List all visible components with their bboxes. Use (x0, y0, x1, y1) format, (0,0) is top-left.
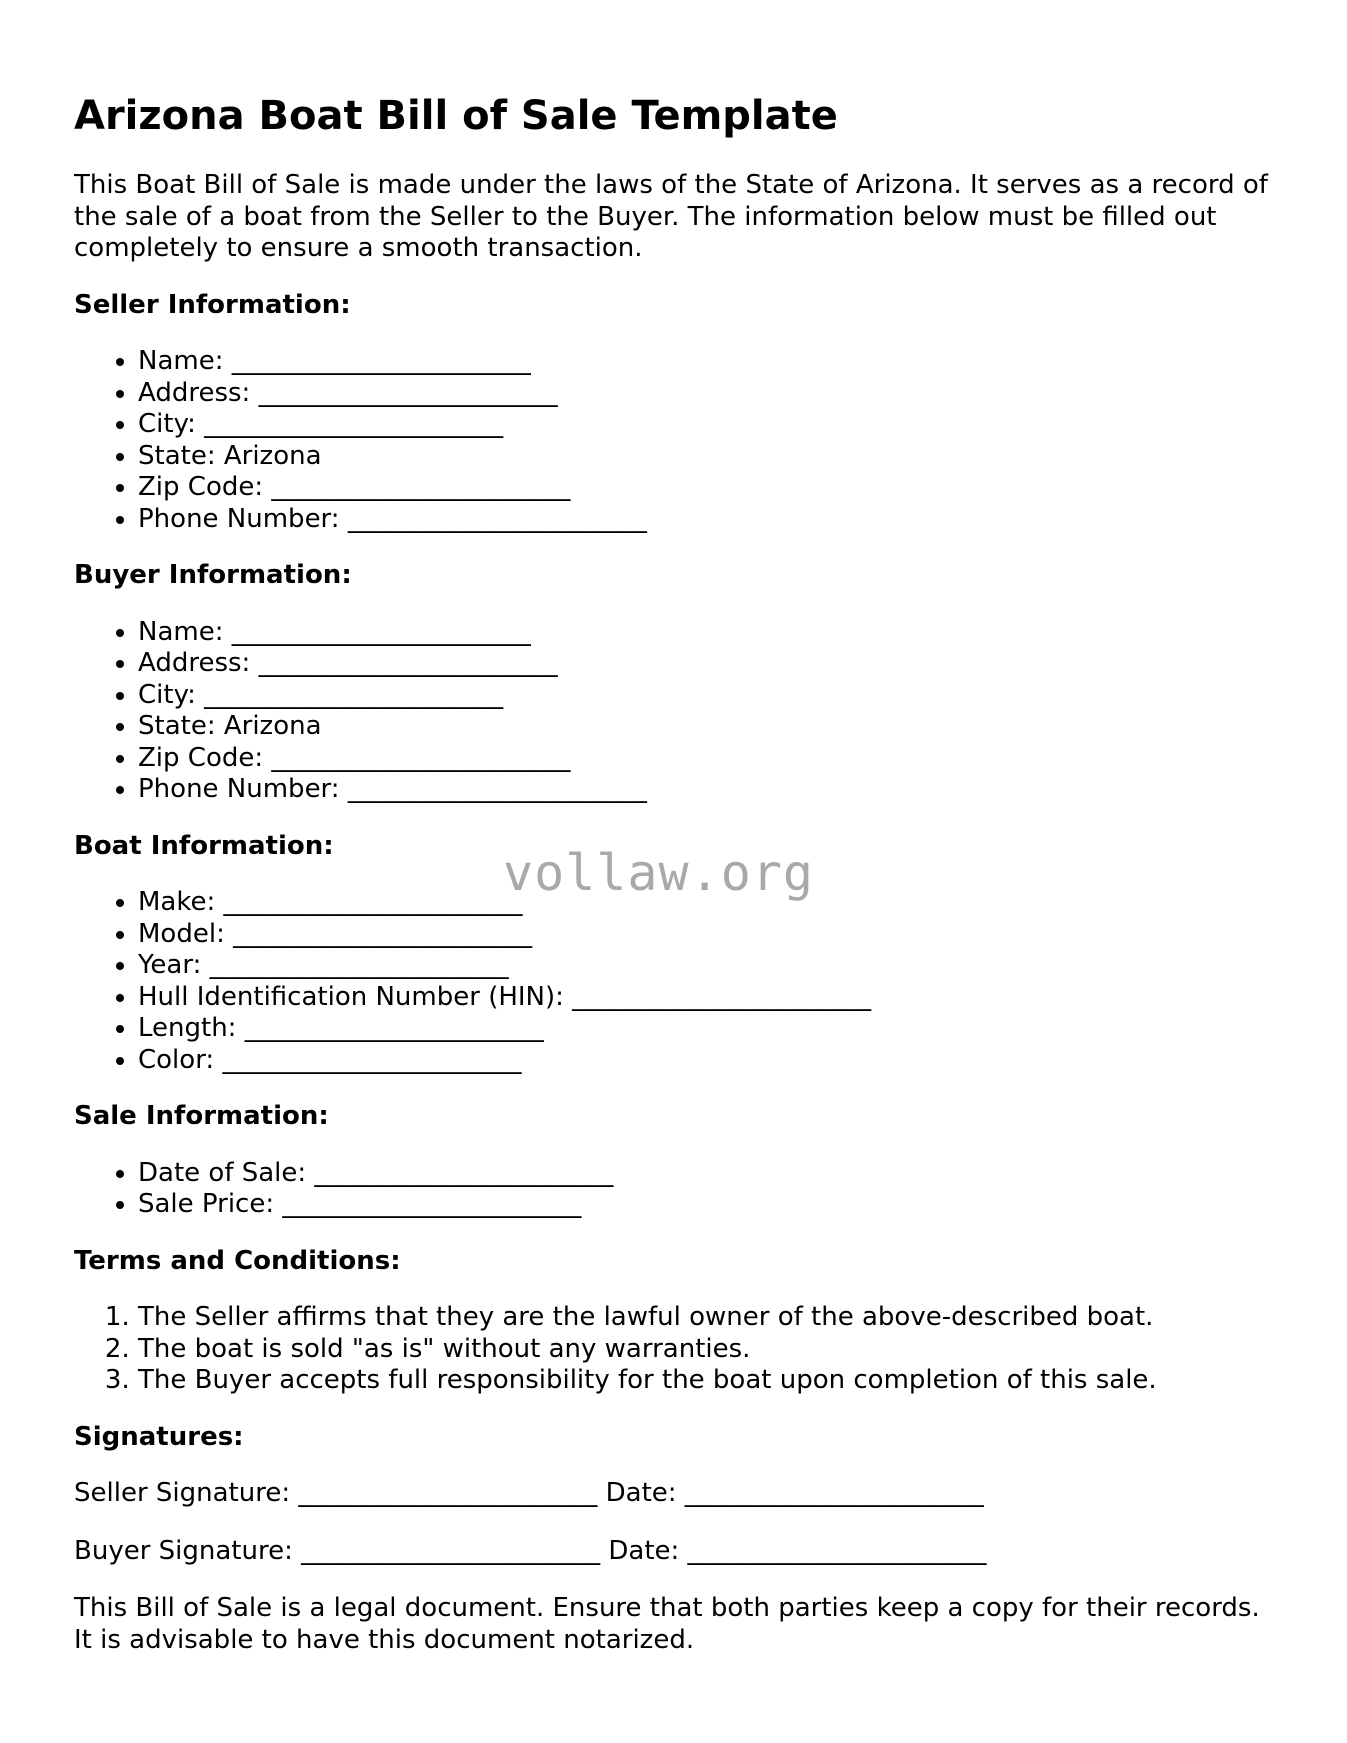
signatures-heading: Signatures: (74, 1421, 244, 1452)
seller-city-field: • City: _______________________ (138, 409, 1284, 441)
intro-paragraph: This Boat Bill of Sale is made under the laws of the State of Arizona. It serves as a record of the sale of a boat from the Seller to the Buyer. The information below must be filled out completely to ensure a smooth transaction. (74, 170, 1268, 263)
seller-zip-field: • Zip Code: _______________________ (138, 472, 1284, 504)
seller-heading: Seller Information: (74, 289, 351, 320)
closing-paragraph: This Bill of Sale is a legal document. Ensure that both parties keep a copy for their records. It is advisable to have this document notarized. (74, 1593, 1260, 1655)
boat-length-field: • Length: _______________________ (138, 1013, 1284, 1045)
seller-signature-line: Seller Signature: _______________________ Date: _______________________ (74, 1478, 984, 1508)
buyer-name-field: • Name: _______________________ (138, 617, 1284, 649)
seller-list (74, 346, 1284, 535)
buyer-address-field: • Address: _______________________ (138, 648, 1284, 680)
terms-heading: Terms and Conditions: (74, 1245, 401, 1276)
seller-address-field: • Address: _______________________ (138, 378, 1284, 410)
boat-year-field: • Year: _______________________ (138, 950, 1284, 982)
buyer-list (74, 617, 1284, 806)
page-title: Arizona Boat Bill of Sale Template (74, 93, 838, 139)
watermark: vollaw.org (503, 844, 815, 902)
sale-price-field: • Sale Price: _______________________ (138, 1189, 1284, 1221)
seller-state-field: • State: Arizona (138, 441, 1284, 473)
buyer-heading: Buyer Information: (74, 560, 352, 590)
buyer-zip-field: • Zip Code: _______________________ (138, 743, 1284, 775)
sale-date-field: • Date of Sale: _______________________ (138, 1158, 1284, 1190)
terms-item: 3. The Buyer accepts full responsibility for the boat upon completion of this sale. (138, 1365, 1284, 1397)
boat-hin-field: • Hull Identification Number (HIN): _______________________ (138, 982, 1284, 1014)
terms-item: 2. The boat is sold "as is" without any warranties. (138, 1334, 1284, 1366)
boat-list (74, 887, 1284, 1076)
boat-color-field: • Color: _______________________ (138, 1045, 1284, 1077)
boat-heading: Boat Information: (74, 830, 334, 861)
seller-name-field: • Name: _______________________ (138, 346, 1284, 378)
buyer-city-field: • City: _______________________ (138, 680, 1284, 712)
seller-phone-field: • Phone Number: _______________________ (138, 504, 1284, 536)
boat-model-field: • Model: _______________________ (138, 919, 1284, 951)
buyer-state-field: • State: Arizona (138, 711, 1284, 743)
terms-item: 1. The Seller affirms that they are the lawful owner of the above-described boat. (138, 1302, 1284, 1334)
sale-heading: Sale Information: (74, 1101, 329, 1131)
terms-list (74, 1302, 1284, 1397)
buyer-signature-line: Buyer Signature: _______________________ Date: _______________________ (74, 1535, 987, 1566)
buyer-phone-field: • Phone Number: _______________________ (138, 774, 1284, 806)
boat-make-field: • Make: _______________________ (138, 887, 1284, 919)
sale-list (74, 1158, 1284, 1221)
